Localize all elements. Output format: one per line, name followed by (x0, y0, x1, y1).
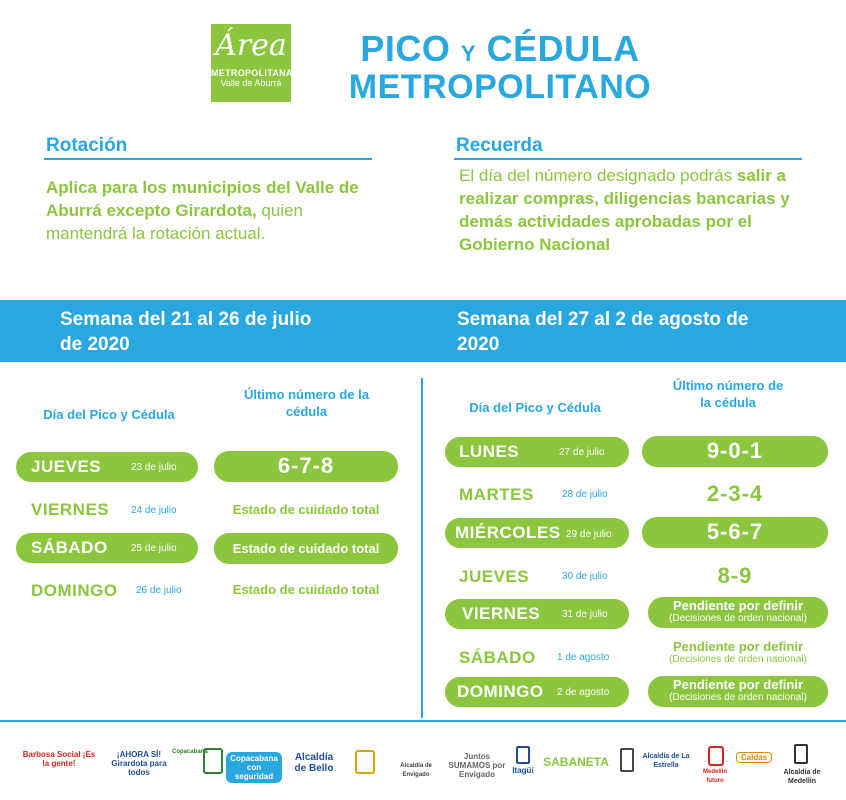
footer-logo-copacabana-seguridad-text: Copacabana con seguridad (226, 752, 282, 783)
footer-logo-bello (289, 752, 339, 774)
footer-logo-sumamos (448, 752, 506, 779)
week2-row-domingo-date: 2 de agosto (557, 687, 610, 698)
logo-script-text: Área (215, 28, 287, 63)
week1-row-jueves-date: 23 de julio (131, 462, 177, 473)
week2-title: Semana del 27 al 2 de agosto de 2020 (457, 309, 749, 355)
week1-row-domingo-date: 26 de julio (136, 585, 182, 596)
footer-logo-bello-text: Alcaldía de Bello (294, 752, 334, 774)
footer-logo-sumamos-text: Juntos SUMAMOS por Envigado (448, 752, 506, 779)
week2-row-jueves-day: JUEVES (459, 567, 530, 586)
page-title-line2: METROPOLITANO (348, 68, 652, 106)
week2-row-domingo-value-note: (Decisiones de orden nacional) (669, 692, 807, 703)
footer-logo-sabaneta-text: SABANETA (543, 755, 609, 769)
week2-row-miercoles-date: 29 de julio (566, 529, 612, 540)
footer-logo-medellin-futuro (700, 746, 730, 786)
week2-row-sabado-value-main: Pendiente por definir (672, 639, 803, 654)
tower-icon (516, 746, 530, 764)
estrella-seal-icon (620, 748, 634, 772)
week1-row-viernes-value: Estado de cuidado total (232, 502, 380, 517)
footer-logo-medellin-futuro-text: Medellín futuro (702, 769, 727, 784)
table-divider (421, 378, 423, 718)
week1-row-viernes-date: 24 de julio (131, 505, 177, 516)
week2-row-jueves-value: 8-9 (717, 563, 753, 588)
footer-logo-copacabana-seguridad (226, 752, 282, 783)
footer-logo-itagui (510, 746, 536, 775)
week2-row-martes-value: 2-3-4 (706, 481, 764, 506)
footer-logo-envigado-text: Alcaldía de Envigado (400, 763, 432, 778)
footer-logo-barbosa-text: Barbosa Social ¡Es la gente! (22, 750, 96, 768)
week1-col-num-header: Último número de la cédula (244, 387, 369, 419)
title-cedula: CÉDULA (486, 28, 640, 69)
week2-row-martes-day: MARTES (459, 485, 534, 504)
recuerda-text-regular: El día del número designado podrás (459, 166, 737, 185)
crest-icon (708, 746, 724, 766)
week2-row-sabado-value-note: (Decisiones de orden nacional) (669, 654, 807, 665)
footer-logo-girardota (108, 750, 170, 777)
week1-row-sabado-date: 25 de julio (131, 543, 177, 554)
footer-separator (0, 720, 846, 722)
week1-row-jueves-day: JUEVES (31, 457, 102, 476)
week1-row-domingo-value: Estado de cuidado total (232, 582, 380, 597)
footer-logo-la-estrella-text: Alcaldía de La Estrella (642, 753, 690, 769)
footer-logo-girardota-text: ¡AHORA SÍ! Girardota para todos (111, 750, 167, 777)
week2-row-domingo-value (648, 678, 828, 704)
footer-logo-envigado (388, 762, 444, 780)
week2-row-viernes-value-main: Pendiente por definir (672, 598, 803, 613)
page-title-line1 (320, 28, 680, 70)
footer-logo-copacabana-seal (172, 748, 208, 757)
footer-logo-alcaldia-medellin (776, 744, 828, 786)
recuerda-text-bold: salir a realizar compras, diligencias bancarias y demás actividades aprobadas por el Gobierno Nacional (459, 166, 790, 254)
title-y: Y (460, 41, 477, 66)
footer-logo-barbosa (20, 750, 98, 768)
week2-row-martes-date: 28 de julio (562, 489, 608, 500)
week2-row-sabado-day: SÁBADO (459, 648, 536, 667)
area-metropolitana-logo (211, 24, 291, 102)
footer-logo-itagui-text: Itagüí (512, 766, 534, 775)
week2-row-viernes-value-note: (Decisiones de orden nacional) (669, 613, 807, 624)
week1-row-domingo-day: DOMINGO (31, 581, 118, 600)
rotacion-text-bold: Aplica para los municipios del Valle de Aburrá excepto Girardota, (46, 178, 359, 220)
week2-row-domingo-value-main: Pendiente por definir (672, 677, 803, 692)
rotacion-text (46, 176, 366, 245)
footer-logo-copacabana-text: Copacabana (172, 749, 208, 755)
week2-row-miercoles-day: MIÉRCOLES (455, 523, 561, 542)
week2-col-num-header: Último número de la cédula (672, 378, 784, 410)
footer-logo-caldas-text: Caldas (740, 753, 768, 762)
logo-line2: Valle de Aburrá (220, 78, 282, 88)
recuerda-underline (454, 158, 802, 160)
week2-row-viernes-day: VIERNES (462, 604, 541, 623)
week1-col-day-header: Día del Pico y Cédula (43, 407, 175, 422)
week2-row-lunes-date: 27 de julio (559, 447, 605, 458)
building-icon (794, 744, 808, 764)
rotacion-underline (44, 158, 372, 160)
week2-row-lunes-value: 9-0-1 (706, 438, 764, 463)
week1-row-viernes-day: VIERNES (31, 500, 110, 519)
week2-row-viernes-date: 31 de julio (562, 609, 608, 620)
footer-logo-sabaneta (538, 756, 614, 769)
week2-row-miercoles-value: 5-6-7 (706, 519, 764, 544)
recuerda-heading: Recuerda (456, 135, 543, 156)
recuerda-text (459, 164, 819, 256)
rotacion-heading: Rotación (46, 135, 128, 156)
shield-icon (203, 748, 223, 774)
week2-row-viernes-value (648, 599, 828, 625)
footer-logo-alcaldia-medellin-text: Alcaldía de Medellín (783, 769, 821, 785)
week2-row-domingo-day: DOMINGO (457, 682, 544, 701)
week1-row-sabado-day: SÁBADO (31, 538, 108, 557)
coat-of-arms-icon (355, 750, 375, 774)
week1-row-jueves-value: 6-7-8 (277, 453, 335, 478)
footer-logo-la-estrella (638, 752, 694, 770)
week2-row-jueves-date: 30 de julio (562, 571, 608, 582)
week1-row-sabado-value: Estado de cuidado total (232, 541, 380, 556)
footer-logo-caldas (736, 752, 772, 763)
week2-row-sabado-value (648, 640, 828, 666)
week2-row-lunes-day: LUNES (459, 442, 520, 461)
week2-col-day-header: Día del Pico y Cédula (469, 400, 601, 415)
week1-title: Semana del 21 al 26 de julio de 2020 (60, 309, 312, 355)
title-pico: PICO (360, 28, 451, 69)
week2-row-sabado-date: 1 de agosto (557, 652, 610, 663)
logo-line1: METROPOLITANA (211, 68, 293, 78)
rotacion-text-regular: quien mantendrá la rotación actual. (46, 201, 303, 243)
